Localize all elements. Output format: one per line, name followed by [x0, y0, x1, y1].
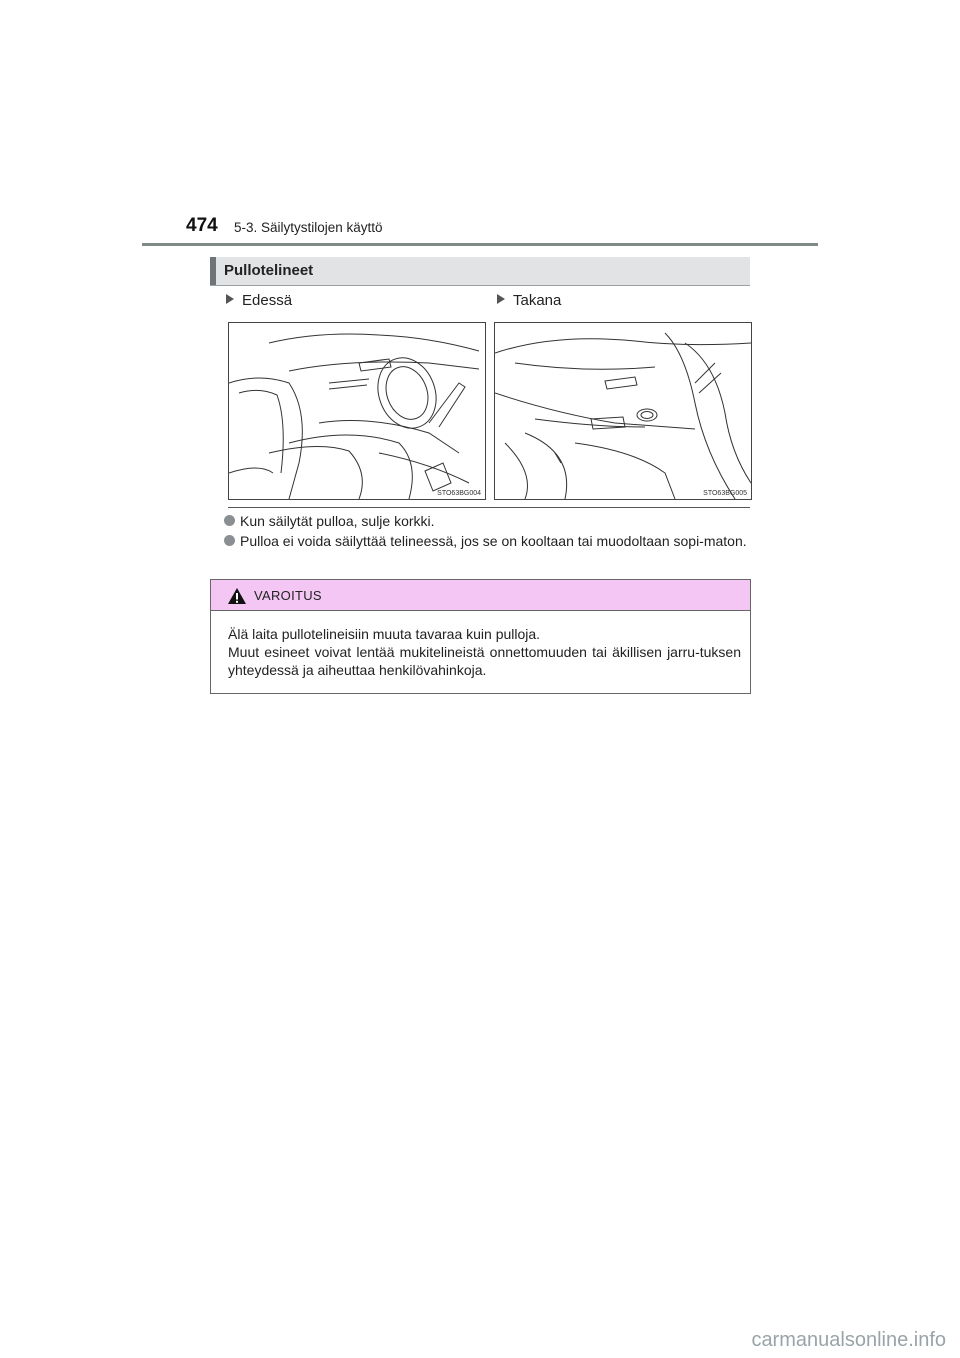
chapter-title: 5-3. Säilytystilojen käyttö	[234, 220, 383, 235]
bullet-dot-icon	[224, 515, 235, 526]
rear-bottle-holder-illustration	[494, 322, 752, 500]
warning-label: VAROITUS	[254, 588, 322, 603]
figure-caption-front-text: Edessä	[242, 292, 293, 309]
bullet-item	[224, 512, 752, 530]
warning-header	[211, 580, 750, 611]
bullet-dot-icon	[224, 535, 235, 546]
watermark: carmanualsonline.info	[751, 1329, 946, 1351]
warning-line: Älä laita pullotelineisiin muuta tavaraa kuin pulloja.	[228, 626, 541, 642]
front-bottle-holder-illustration	[228, 322, 486, 500]
page-header	[186, 215, 826, 245]
bullet-text: Pulloa ei voida säilyttää telineessä, jos se on kooltaan tai muodoltaan sopi-maton.	[240, 533, 747, 549]
page-number: 474	[186, 215, 218, 236]
figure-caption-rear	[497, 292, 561, 309]
front-interior-drawing	[229, 323, 485, 499]
figure-caption-front	[226, 292, 292, 309]
section-heading	[210, 257, 750, 286]
bullet-item	[224, 532, 752, 550]
triangle-bullet-icon	[497, 294, 505, 304]
warning-triangle-icon	[227, 587, 247, 605]
warning-box	[210, 579, 751, 694]
warning-line: Muut esineet voivat lentää mukitelineistä onnettomuuden tai äkillisen jarru-tuksen yhteydessä ja aiheuttaa henkilövahinkoja.	[228, 644, 741, 678]
figure-code: STO63BG005	[703, 490, 747, 497]
figure-caption-rear-text: Takana	[513, 292, 562, 309]
section-title: Pullotelineet	[224, 262, 314, 279]
header-rule	[142, 243, 818, 246]
bullet-text: Kun säilytät pulloa, sulje korkki.	[240, 513, 435, 529]
triangle-bullet-icon	[226, 294, 234, 304]
section-accent	[210, 257, 216, 285]
figure-code: STO63BG004	[437, 490, 481, 497]
figure-divider	[228, 507, 750, 508]
warning-body	[228, 625, 741, 679]
rear-interior-drawing	[495, 323, 751, 499]
